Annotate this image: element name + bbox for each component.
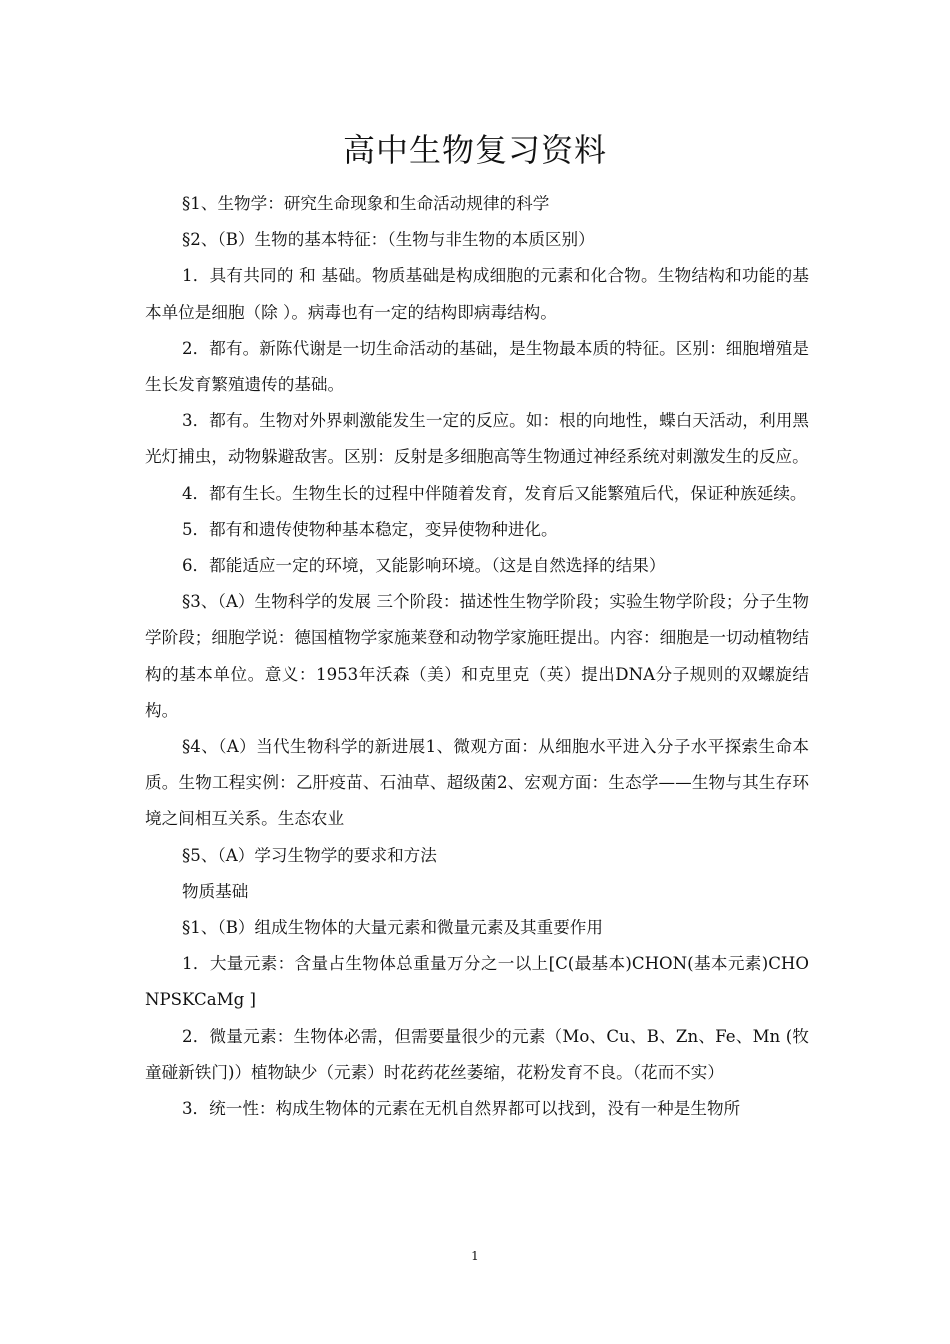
- paragraph-feature-3: 3．都有。生物对外界刺激能发生一定的反应。如：根的向地性，蝶白天活动，利用黑光灯捕虫，动物躲避敌害。区别：反射是多细胞高等生物通过神经系统对刺激发生的反应。: [145, 411, 809, 467]
- section-heading-material-basis: 物质基础: [182, 881, 249, 901]
- paragraph-elements: §1、（B）组成生物体的大量元素和微量元素及其重要作用: [182, 918, 603, 938]
- paragraph-new-progress: §4、（A）当代生物科学的新进展1、微观方面：从细胞水平进入分子水平探索生命本质。生物工程实例：乙肝疫苗、石油草、超级菌2、宏观方面：生态学——生物与其生存环境之间相互关系。生态农业: [145, 737, 809, 829]
- paragraph-feature-5: 5．都有和遗传使物种基本稳定，变异使物种进化。: [182, 519, 558, 539]
- paragraph-trace-elements: 2．微量元素：生物体必需，但需要量很少的元素（Mo、Cu、B、Zn、Fe、Mn (牧童碰新铁门)）植物缺少（元素）时花药花丝萎缩，花粉发育不良。（花而不实）: [145, 1026, 809, 1082]
- paragraph-definition: §1、生物学：研究生命现象和生命活动规律的科学: [182, 194, 550, 213]
- document-body: [145, 186, 809, 1127]
- paragraph-feature-6: 6．都能适应一定的环境，又能影响环境。（这是自然选择的结果）: [182, 556, 666, 576]
- paragraph-feature-1: 1．具有共同的 和 基础。物质基础是构成细胞的元素和化合物。生物结构和功能的基本单位是细胞（除 ）。病毒也有一定的结构即病毒结构。: [145, 266, 809, 322]
- paragraph-science-development: §3、（A）生物科学的发展 三个阶段：描述性生物学阶段；实验生物学阶段；分子生物学阶段；细胞学说：德国植物学家施莱登和动物学家施旺提出。内容：细胞是一切动植物结构的基本单位。意义：1953年沃森（美）和克里克（英）提出DNA分子规则的双螺旋结构。: [145, 592, 809, 720]
- paragraph-basic-features: §2、（B）生物的基本特征：（生物与非生物的本质区别）: [182, 230, 595, 250]
- paragraph-macro-elements: 1．大量元素：含量占生物体总重量万分之一以上[C(最基本)CHON(基本元素)CHONPSKCaMg ]: [145, 954, 809, 1010]
- paragraph-feature-4: 4．都有生长。生物生长的过程中伴随着发育，发育后又能繁殖后代，保证种族延续。: [182, 483, 807, 503]
- paragraph-feature-2: 2．都有。新陈代谢是一切生命活动的基础，是生物最本质的特征。区别：细胞增殖是生长发育繁殖遗传的基础。: [145, 338, 809, 395]
- paragraph-study-methods: §5、（A）学习生物学的要求和方法: [182, 845, 437, 865]
- page-number: 1: [471, 1249, 479, 1263]
- paragraph-unity: 3．统一性：构成生物体的元素在无机自然界都可以找到，没有一种是生物所: [182, 1099, 741, 1119]
- document-title: 高中生物复习资料: [342, 131, 607, 169]
